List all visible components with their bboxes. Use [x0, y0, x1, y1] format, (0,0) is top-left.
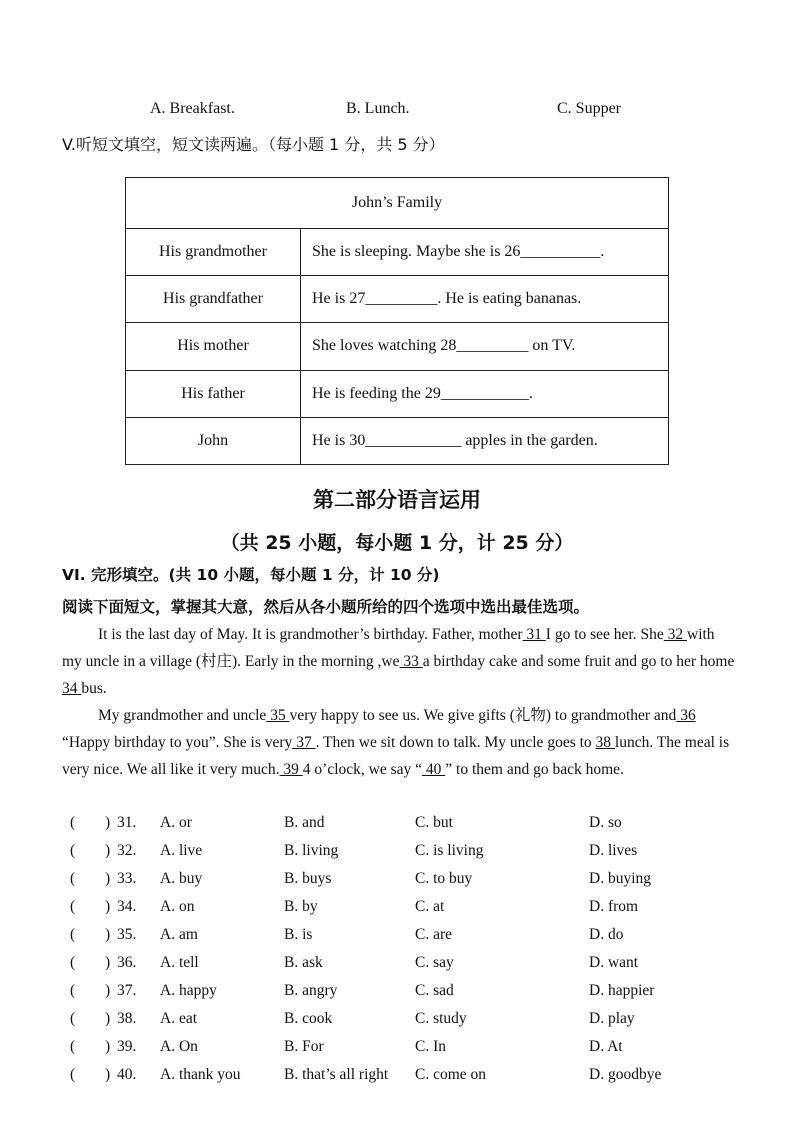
- part-2-subtitle: （共 25 小题，每小题 1 分，计 25 分）: [220, 532, 574, 554]
- answer-paren-close: ): [105, 926, 111, 943]
- blank-34: 34: [62, 680, 82, 697]
- answer-paren-close: ): [105, 982, 111, 999]
- answer-paren-close: ): [105, 842, 111, 859]
- option-a-breakfast: A. Breakfast.: [150, 100, 235, 117]
- option-c: C. say: [415, 954, 454, 971]
- blank-39: 39: [279, 761, 303, 778]
- answer-paren-open: (: [70, 898, 76, 915]
- option-d: D. so: [589, 814, 622, 831]
- answer-paren-close: ): [105, 954, 111, 971]
- passage-paragraph-2: [62, 702, 738, 783]
- passage-text: a birthday cake and some fruit and go to her home: [422, 653, 735, 670]
- option-c: C. at: [415, 898, 445, 915]
- option-d: D. lives: [589, 842, 638, 859]
- question-row: [0, 814, 794, 842]
- passage-text: very happy to see us. We give gifts (礼物) to grandmother and: [289, 707, 677, 724]
- option-c: C. In: [415, 1038, 446, 1055]
- section-6-heading: VI. 完形填空。(共 10 小题，每小题 1 分，计 10 分): [62, 566, 440, 584]
- option-b: B. cook: [284, 1010, 333, 1027]
- passage-text: with my uncle in a village (村庄). Early in the morning ,we: [62, 626, 715, 670]
- option-a: A. buy: [160, 870, 203, 887]
- option-d: D. goodbye: [589, 1066, 662, 1083]
- question-number: 38.: [117, 1010, 137, 1027]
- answer-paren-open: (: [70, 954, 76, 971]
- table-caption: John’s Family: [126, 178, 669, 229]
- option-b: B. ask: [284, 954, 323, 971]
- question-row: [0, 1038, 794, 1066]
- question-row: [0, 898, 794, 926]
- answer-paren-close: ): [105, 1038, 111, 1055]
- question-number: 35.: [117, 926, 137, 943]
- part-2-title: 第二部分语言运用: [313, 488, 481, 512]
- option-b: B. by: [284, 898, 318, 915]
- option-d: D. happier: [589, 982, 655, 999]
- answer-paren-open: (: [70, 1066, 76, 1083]
- passage-text: “Happy birthday to you”. She is very: [62, 734, 293, 751]
- table-row: [126, 229, 669, 276]
- option-d: D. play: [589, 1010, 635, 1027]
- row-description: He is 30____________ apples in the garden.: [301, 417, 669, 464]
- question-row: [0, 1066, 794, 1094]
- blank-31: 31: [522, 626, 546, 643]
- question-number: 39.: [117, 1038, 137, 1055]
- answer-paren-close: ): [105, 1010, 111, 1027]
- option-d: D. buying: [589, 870, 651, 887]
- option-a: A. on: [160, 898, 195, 915]
- table-caption-row: [126, 178, 669, 229]
- question-row: [0, 870, 794, 898]
- passage-text: I go to see her. She: [545, 626, 664, 643]
- question-number: 37.: [117, 982, 137, 999]
- question-number: 33.: [117, 870, 137, 887]
- option-a: A. happy: [160, 982, 217, 999]
- answer-paren-close: ): [105, 1066, 111, 1083]
- option-b: B. and: [284, 814, 325, 831]
- answer-paren-close: ): [105, 870, 111, 887]
- option-b: B. angry: [284, 982, 338, 999]
- row-description: He is 27_________. He is eating bananas.: [301, 276, 669, 323]
- answer-paren-close: ): [105, 898, 111, 915]
- option-a: A. or: [160, 814, 192, 831]
- row-description: She is sleeping. Maybe she is 26__________.: [301, 229, 669, 276]
- option-c: C. come on: [415, 1066, 487, 1083]
- row-description: He is feeding the 29___________.: [301, 370, 669, 417]
- row-person: His father: [126, 370, 301, 417]
- question-number: 36.: [117, 954, 137, 971]
- option-d: D. want: [589, 954, 639, 971]
- option-a: A. thank you: [160, 1066, 241, 1083]
- option-b: B. buys: [284, 870, 332, 887]
- option-c: C. sad: [415, 982, 454, 999]
- question-number: 31.: [117, 814, 137, 831]
- passage-text: It is the last day of May. It is grandmother’s birthday. Father, mother: [98, 626, 523, 643]
- passage-paragraph-1: [62, 621, 738, 702]
- johns-family-table: [125, 177, 669, 465]
- blank-38: 38: [595, 734, 615, 751]
- question-row: [0, 926, 794, 954]
- section-6-instruction: 阅读下面短文，掌握其大意，然后从各小题所给的四个选项中选出最佳选项。: [62, 598, 590, 616]
- answer-paren-open: (: [70, 842, 76, 859]
- option-c: C. but: [415, 814, 453, 831]
- row-person: His grandfather: [126, 276, 301, 323]
- option-c: C. to buy: [415, 870, 473, 887]
- answer-paren-open: (: [70, 926, 76, 943]
- option-d: D. from: [589, 898, 639, 915]
- answer-paren-open: (: [70, 1038, 76, 1055]
- table-row: [126, 417, 669, 464]
- question-row: [0, 954, 794, 982]
- question-row: [0, 1010, 794, 1038]
- option-a: A. tell: [160, 954, 199, 971]
- question-row: [0, 982, 794, 1010]
- option-b: B. For: [284, 1038, 324, 1055]
- question-row: [0, 842, 794, 870]
- question-number: 40.: [117, 1066, 137, 1083]
- table-row: [126, 370, 669, 417]
- option-b: B. living: [284, 842, 339, 859]
- blank-40: 40: [422, 761, 446, 778]
- question-number: 34.: [117, 898, 137, 915]
- blank-36: 36: [676, 707, 696, 724]
- answer-paren-open: (: [70, 814, 76, 831]
- option-a: A. eat: [160, 1010, 198, 1027]
- option-a: A. am: [160, 926, 198, 943]
- option-c: C. study: [415, 1010, 467, 1027]
- option-b-lunch: B. Lunch.: [346, 100, 410, 117]
- answer-paren-open: (: [70, 982, 76, 999]
- option-d: D. do: [589, 926, 624, 943]
- blank-33: 33: [399, 653, 423, 670]
- blank-35: 35: [266, 707, 290, 724]
- option-b: B. is: [284, 926, 313, 943]
- passage-text: 4 o’clock, we say “: [302, 761, 423, 778]
- option-c: C. is living: [415, 842, 484, 859]
- option-a: A. On: [160, 1038, 198, 1055]
- passage-text: ” to them and go back home.: [445, 761, 624, 778]
- passage-text: My grandmother and uncle: [98, 707, 267, 724]
- question-number: 32.: [117, 842, 137, 859]
- blank-32: 32: [663, 626, 687, 643]
- option-c-supper: C. Supper: [557, 100, 621, 117]
- answer-paren-open: (: [70, 1010, 76, 1027]
- row-person: John: [126, 417, 301, 464]
- row-person: His grandmother: [126, 229, 301, 276]
- answer-paren-open: (: [70, 870, 76, 887]
- row-description: She loves watching 28_________ on TV.: [301, 323, 669, 370]
- option-c: C. are: [415, 926, 453, 943]
- option-b: B. that’s all right: [284, 1066, 389, 1083]
- passage-text: bus.: [81, 680, 107, 697]
- passage-text: lunch. The meal is very nice. We all like it very much.: [62, 734, 730, 778]
- answer-paren-close: ): [105, 814, 111, 831]
- table-row: [126, 276, 669, 323]
- option-a: A. live: [160, 842, 203, 859]
- option-d: D. At: [589, 1038, 623, 1055]
- section-5-heading: V.听短文填空，短文读两遍。（每小题 1 分，共 5 分）: [62, 135, 445, 154]
- table-row: [126, 323, 669, 370]
- passage-text: . Then we sit down to talk. My uncle goes to: [315, 734, 592, 751]
- blank-37: 37: [292, 734, 316, 751]
- row-person: His mother: [126, 323, 301, 370]
